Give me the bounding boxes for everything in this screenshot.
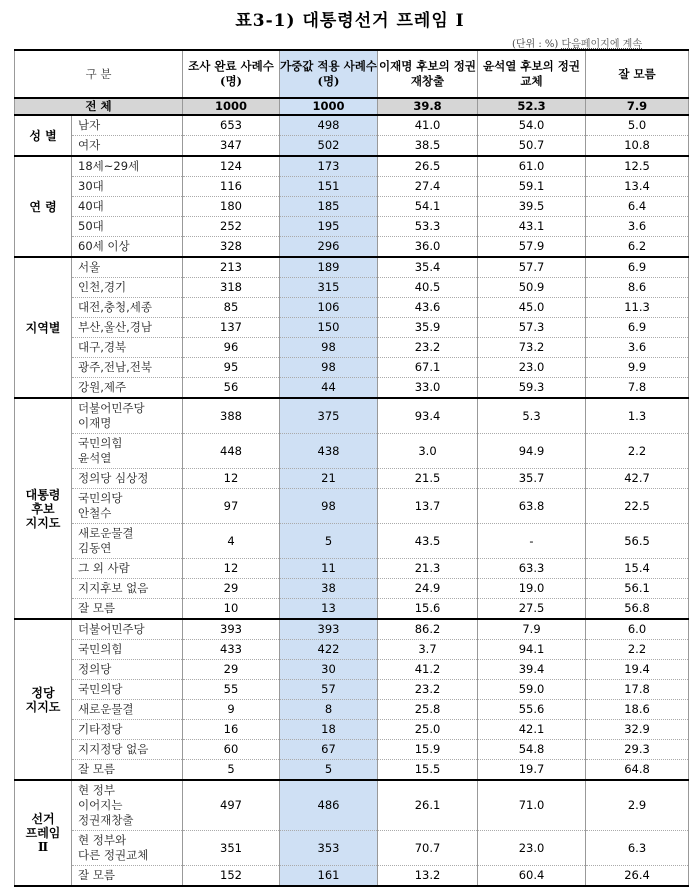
cell-weighted: 38 [280, 579, 378, 599]
cell-lee: 41.0 [378, 115, 478, 136]
cell-sample: 12 [183, 469, 280, 489]
cell-dunno: 2.2 [586, 640, 689, 660]
cell-lee: 15.6 [378, 599, 478, 620]
row-label-line: 60세 이상 [78, 239, 130, 253]
row-label-line: 광주,전남,전북 [78, 360, 152, 374]
cell-yoon: - [478, 524, 586, 559]
cell-dunno: 6.2 [586, 237, 689, 258]
cell-weighted: 30 [280, 660, 378, 680]
cell-yoon: 63.8 [478, 489, 586, 524]
row-label [72, 115, 183, 136]
cell-sample: 95 [183, 358, 280, 378]
cell-sample: 393 [183, 619, 280, 640]
unit-label: (단위 : %) [511, 39, 559, 50]
total-row [15, 98, 689, 115]
row-label-line: 정의당 심상정 [78, 471, 149, 485]
cell-sample: 318 [183, 278, 280, 298]
cell-dunno: 8.6 [586, 278, 689, 298]
row-label [72, 831, 183, 866]
cell-sample: 497 [183, 780, 280, 831]
row-label-line: 현 정부 [78, 783, 115, 797]
cell-yoon: 94.1 [478, 640, 586, 660]
cell-sample: 55 [183, 680, 280, 700]
row-label-line: 18세~29세 [78, 159, 140, 173]
cell-lee: 27.4 [378, 177, 478, 197]
total-lee: 39.8 [378, 98, 478, 115]
cell-dunno: 7.8 [586, 378, 689, 399]
row-label-line: 국민의힘 [78, 436, 123, 450]
cell-weighted: 161 [280, 866, 378, 887]
cell-lee: 67.1 [378, 358, 478, 378]
row-label-line: 30대 [78, 179, 104, 193]
row-label [72, 740, 183, 760]
cell-dunno: 9.9 [586, 358, 689, 378]
table-row [15, 780, 689, 831]
cell-yoon: 57.9 [478, 237, 586, 258]
table-row [15, 156, 689, 177]
continued-note: 다음페이지에 계속 [561, 39, 642, 50]
cell-weighted: 185 [280, 197, 378, 217]
row-label [72, 700, 183, 720]
cell-yoon: 19.0 [478, 579, 586, 599]
cell-dunno: 1.3 [586, 398, 689, 434]
row-label-line: 김동연 [78, 541, 112, 555]
table-row [15, 831, 689, 866]
cell-weighted: 106 [280, 298, 378, 318]
cell-yoon: 73.2 [478, 338, 586, 358]
row-label [72, 599, 183, 620]
row-label [72, 156, 183, 177]
cell-sample: 9 [183, 700, 280, 720]
cell-sample: 29 [183, 660, 280, 680]
group-label: 성 별 [15, 115, 72, 156]
cell-sample: 252 [183, 217, 280, 237]
cell-lee: 33.0 [378, 378, 478, 399]
cell-lee: 23.2 [378, 680, 478, 700]
cell-lee: 3.0 [378, 434, 478, 469]
row-label [72, 378, 183, 399]
table-row [15, 338, 689, 358]
table-row [15, 469, 689, 489]
header-gubun: 구 분 [15, 50, 183, 98]
table-row [15, 660, 689, 680]
table-row [15, 700, 689, 720]
row-label [72, 257, 183, 278]
total-weighted: 1000 [280, 98, 378, 115]
cell-weighted: 353 [280, 831, 378, 866]
cell-dunno: 18.6 [586, 700, 689, 720]
row-label-line: 강원,제주 [78, 380, 127, 394]
cell-sample: 347 [183, 136, 280, 157]
cell-dunno: 32.9 [586, 720, 689, 740]
cell-sample: 12 [183, 559, 280, 579]
cell-dunno: 2.2 [586, 434, 689, 469]
cell-yoon: 23.0 [478, 358, 586, 378]
cell-lee: 43.6 [378, 298, 478, 318]
header-dunno: 잘 모름 [586, 50, 689, 98]
table-row [15, 398, 689, 434]
group-label: 선거 프레임 Ⅱ [15, 780, 72, 886]
cell-yoon: 19.7 [478, 760, 586, 781]
cell-dunno: 15.4 [586, 559, 689, 579]
row-label [72, 579, 183, 599]
cell-dunno: 29.3 [586, 740, 689, 760]
unit-note [512, 35, 642, 50]
group-label: 대통령 후보 지지도 [15, 398, 72, 619]
cell-dunno: 6.3 [586, 831, 689, 866]
row-label-line: 더불어민주당 [78, 622, 145, 636]
cell-weighted: 315 [280, 278, 378, 298]
cell-yoon: 39.4 [478, 660, 586, 680]
header-yoon: 윤석열 후보의 정권교체 [478, 50, 586, 98]
row-label [72, 237, 183, 258]
cell-yoon: 60.4 [478, 866, 586, 887]
cell-sample: 5 [183, 760, 280, 781]
cell-lee: 35.9 [378, 318, 478, 338]
row-label-line: 대구,경북 [78, 340, 127, 354]
cell-weighted: 5 [280, 760, 378, 781]
cell-lee: 25.0 [378, 720, 478, 740]
row-label-line: 지지정당 없음 [78, 742, 149, 756]
total-label: 전 체 [15, 98, 183, 115]
row-label-line: 다른 정권교체 [78, 848, 149, 862]
cell-dunno: 6.9 [586, 318, 689, 338]
cell-sample: 116 [183, 177, 280, 197]
row-label [72, 866, 183, 887]
row-label-line: 새로운물결 [78, 526, 134, 540]
row-label-line: 더불어민주당 [78, 401, 145, 415]
cell-weighted: 189 [280, 257, 378, 278]
cell-weighted: 422 [280, 640, 378, 660]
row-label [72, 489, 183, 524]
cell-weighted: 375 [280, 398, 378, 434]
cell-weighted: 296 [280, 237, 378, 258]
cell-lee: 70.7 [378, 831, 478, 866]
row-label [72, 318, 183, 338]
table-title: 표3-1) 대통령선거 프레임 Ⅰ [235, 11, 465, 31]
row-label [72, 338, 183, 358]
row-label [72, 136, 183, 157]
table-row [15, 434, 689, 469]
cell-weighted: 438 [280, 434, 378, 469]
row-label [72, 298, 183, 318]
row-label-line: 국민의당 [78, 682, 123, 696]
cell-dunno: 19.4 [586, 660, 689, 680]
cell-weighted: 57 [280, 680, 378, 700]
cell-yoon: 35.7 [478, 469, 586, 489]
table-row [15, 298, 689, 318]
cell-yoon: 5.3 [478, 398, 586, 434]
cell-lee: 15.9 [378, 740, 478, 760]
cell-sample: 85 [183, 298, 280, 318]
cell-sample: 4 [183, 524, 280, 559]
row-label-line: 잘 모름 [78, 762, 115, 776]
cell-weighted: 21 [280, 469, 378, 489]
cell-weighted: 8 [280, 700, 378, 720]
cell-lee: 21.5 [378, 469, 478, 489]
cell-yoon: 39.5 [478, 197, 586, 217]
table-row [15, 619, 689, 640]
table-row [15, 257, 689, 278]
cell-sample: 213 [183, 257, 280, 278]
row-label-line: 잘 모름 [78, 601, 115, 615]
cell-dunno: 26.4 [586, 866, 689, 887]
row-label-line: 기타정당 [78, 722, 123, 736]
row-label-line: 국민의당 [78, 491, 123, 505]
row-label [72, 358, 183, 378]
cell-lee: 23.2 [378, 338, 478, 358]
row-label-line: 이재명 [78, 416, 112, 430]
table-row [15, 524, 689, 559]
row-label-line: 정의당 [78, 662, 112, 676]
table-row [15, 378, 689, 399]
table-row [15, 599, 689, 620]
cell-yoon: 54.8 [478, 740, 586, 760]
row-label-line: 40대 [78, 199, 104, 213]
cell-sample: 124 [183, 156, 280, 177]
cell-yoon: 7.9 [478, 619, 586, 640]
cell-sample: 653 [183, 115, 280, 136]
cell-sample: 448 [183, 434, 280, 469]
row-label [72, 197, 183, 217]
row-label-line: 현 정부와 [78, 833, 127, 847]
total-dunno: 7.9 [586, 98, 689, 115]
cell-yoon: 59.3 [478, 378, 586, 399]
cell-dunno: 6.0 [586, 619, 689, 640]
cell-lee: 25.8 [378, 700, 478, 720]
row-label [72, 217, 183, 237]
cell-dunno: 56.1 [586, 579, 689, 599]
cell-lee: 53.3 [378, 217, 478, 237]
cell-yoon: 61.0 [478, 156, 586, 177]
table-row [15, 720, 689, 740]
row-label-line: 잘 모름 [78, 868, 115, 882]
total-yoon: 52.3 [478, 98, 586, 115]
table-row [15, 489, 689, 524]
row-label [72, 524, 183, 559]
cell-lee: 26.5 [378, 156, 478, 177]
cell-yoon: 59.1 [478, 177, 586, 197]
cell-lee: 93.4 [378, 398, 478, 434]
cell-dunno: 3.6 [586, 217, 689, 237]
cell-dunno: 56.8 [586, 599, 689, 620]
cell-sample: 351 [183, 831, 280, 866]
cell-weighted: 98 [280, 489, 378, 524]
cell-weighted: 393 [280, 619, 378, 640]
row-label-line: 그 외 사람 [78, 561, 130, 575]
cell-lee: 86.2 [378, 619, 478, 640]
row-label [72, 559, 183, 579]
row-label-line: 새로운물결 [78, 702, 134, 716]
row-label-line: 부산,울산,경남 [78, 320, 152, 334]
cell-sample: 96 [183, 338, 280, 358]
cell-yoon: 50.9 [478, 278, 586, 298]
cell-dunno: 3.6 [586, 338, 689, 358]
row-label-line: 지지후보 없음 [78, 581, 149, 595]
cell-yoon: 23.0 [478, 831, 586, 866]
cell-lee: 40.5 [378, 278, 478, 298]
cell-sample: 433 [183, 640, 280, 660]
cell-lee: 24.9 [378, 579, 478, 599]
table-row [15, 217, 689, 237]
header-weighted: 가중값 적용 사례수 (명) [280, 50, 378, 98]
row-label [72, 619, 183, 640]
row-label [72, 780, 183, 831]
row-label [72, 720, 183, 740]
cell-sample: 56 [183, 378, 280, 399]
row-label-line: 남자 [78, 118, 101, 132]
cell-lee: 13.2 [378, 866, 478, 887]
cell-dunno: 2.9 [586, 780, 689, 831]
cell-lee: 26.1 [378, 780, 478, 831]
cell-yoon: 54.0 [478, 115, 586, 136]
cell-lee: 13.7 [378, 489, 478, 524]
cell-yoon: 42.1 [478, 720, 586, 740]
cell-dunno: 13.4 [586, 177, 689, 197]
cell-weighted: 18 [280, 720, 378, 740]
cell-dunno: 6.4 [586, 197, 689, 217]
cell-weighted: 98 [280, 358, 378, 378]
cell-dunno: 64.8 [586, 760, 689, 781]
cell-lee: 36.0 [378, 237, 478, 258]
row-label-line: 이어지는 [78, 798, 123, 812]
cell-weighted: 67 [280, 740, 378, 760]
row-label [72, 469, 183, 489]
cell-yoon: 43.1 [478, 217, 586, 237]
table-row [15, 237, 689, 258]
cell-weighted: 486 [280, 780, 378, 831]
row-label [72, 680, 183, 700]
row-label-line: 인천,경기 [78, 280, 127, 294]
cell-dunno: 12.5 [586, 156, 689, 177]
row-label-line: 정권재창출 [78, 813, 134, 827]
table-row [15, 559, 689, 579]
group-label: 정당 지지도 [15, 619, 72, 780]
cell-lee: 3.7 [378, 640, 478, 660]
cell-lee: 21.3 [378, 559, 478, 579]
cell-dunno: 5.0 [586, 115, 689, 136]
table-row [15, 866, 689, 887]
cell-dunno: 10.8 [586, 136, 689, 157]
row-label-line: 서울 [78, 260, 101, 274]
cell-weighted: 502 [280, 136, 378, 157]
cell-weighted: 5 [280, 524, 378, 559]
cell-yoon: 94.9 [478, 434, 586, 469]
cell-weighted: 13 [280, 599, 378, 620]
row-label [72, 398, 183, 434]
cell-yoon: 57.7 [478, 257, 586, 278]
survey-table [14, 49, 689, 887]
group-label: 지역별 [15, 257, 72, 398]
table-row [15, 740, 689, 760]
table-row [15, 680, 689, 700]
row-label [72, 640, 183, 660]
cell-yoon: 57.3 [478, 318, 586, 338]
cell-yoon: 27.5 [478, 599, 586, 620]
cell-sample: 152 [183, 866, 280, 887]
row-label-line: 안철수 [78, 506, 112, 520]
cell-dunno: 56.5 [586, 524, 689, 559]
cell-dunno: 42.7 [586, 469, 689, 489]
header-sample: 조사 완료 사례수 (명) [183, 50, 280, 98]
row-label [72, 660, 183, 680]
table-row [15, 760, 689, 781]
table-row [15, 115, 689, 136]
cell-weighted: 151 [280, 177, 378, 197]
cell-weighted: 44 [280, 378, 378, 399]
table-row [15, 136, 689, 157]
cell-sample: 97 [183, 489, 280, 524]
cell-lee: 38.5 [378, 136, 478, 157]
row-label-line: 여자 [78, 138, 101, 152]
table-row [15, 358, 689, 378]
cell-weighted: 98 [280, 338, 378, 358]
cell-sample: 10 [183, 599, 280, 620]
cell-yoon: 50.7 [478, 136, 586, 157]
table-row [15, 318, 689, 338]
cell-yoon: 45.0 [478, 298, 586, 318]
row-label [72, 177, 183, 197]
cell-yoon: 63.3 [478, 559, 586, 579]
cell-dunno: 6.9 [586, 257, 689, 278]
cell-sample: 180 [183, 197, 280, 217]
total-sample: 1000 [183, 98, 280, 115]
cell-sample: 388 [183, 398, 280, 434]
row-label [72, 434, 183, 469]
cell-yoon: 71.0 [478, 780, 586, 831]
cell-sample: 60 [183, 740, 280, 760]
cell-weighted: 195 [280, 217, 378, 237]
cell-weighted: 498 [280, 115, 378, 136]
row-label [72, 760, 183, 781]
cell-weighted: 150 [280, 318, 378, 338]
row-label-line: 대전,충청,세종 [78, 300, 152, 314]
cell-sample: 29 [183, 579, 280, 599]
cell-dunno: 11.3 [586, 298, 689, 318]
cell-lee: 43.5 [378, 524, 478, 559]
cell-weighted: 173 [280, 156, 378, 177]
cell-sample: 328 [183, 237, 280, 258]
row-label-line: 50대 [78, 219, 104, 233]
cell-dunno: 17.8 [586, 680, 689, 700]
cell-yoon: 59.0 [478, 680, 586, 700]
row-label [72, 278, 183, 298]
cell-dunno: 22.5 [586, 489, 689, 524]
group-label: 연 령 [15, 156, 72, 257]
table-row [15, 197, 689, 217]
cell-lee: 15.5 [378, 760, 478, 781]
cell-lee: 41.2 [378, 660, 478, 680]
header-row [15, 50, 689, 98]
cell-lee: 54.1 [378, 197, 478, 217]
cell-lee: 35.4 [378, 257, 478, 278]
table-row [15, 579, 689, 599]
table-row [15, 278, 689, 298]
header-lee: 이재명 후보의 정권재창출 [378, 50, 478, 98]
cell-sample: 137 [183, 318, 280, 338]
cell-sample: 16 [183, 720, 280, 740]
row-label-line: 윤석열 [78, 451, 112, 465]
table-row [15, 177, 689, 197]
cell-yoon: 55.6 [478, 700, 586, 720]
table-row [15, 640, 689, 660]
cell-weighted: 11 [280, 559, 378, 579]
row-label-line: 국민의힘 [78, 642, 123, 656]
